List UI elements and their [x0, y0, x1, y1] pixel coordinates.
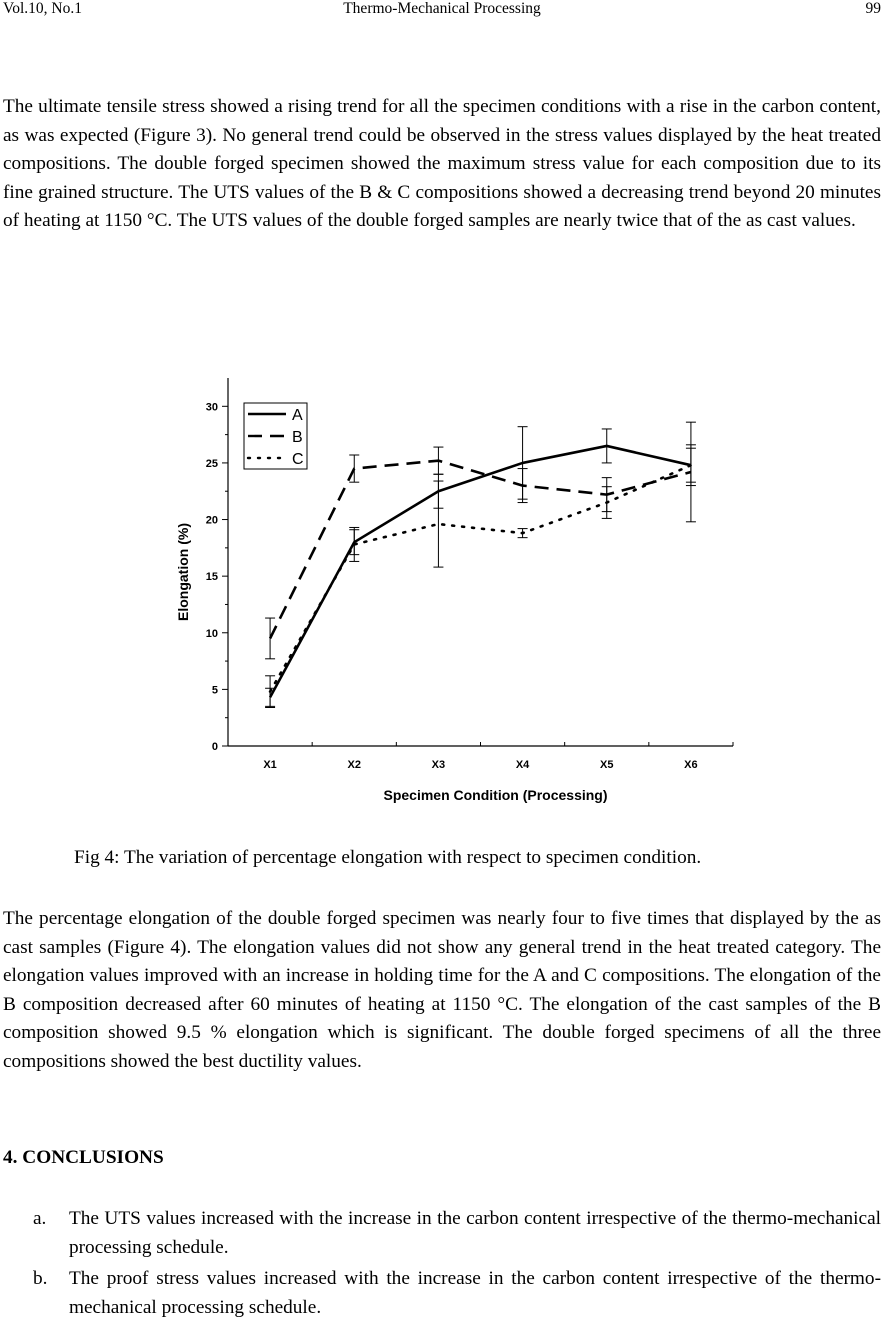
conclusion-text: The UTS values increased with the increase in the carbon content irrespective of the thermo-mechanical processing schedule.	[69, 1208, 881, 1258]
x-tick-label: X4	[515, 759, 530, 771]
y-tick-label: 10	[205, 627, 218, 640]
conclusion-item-b	[33, 1265, 881, 1322]
error-bar-c	[518, 529, 528, 538]
y-tick-label: 25	[205, 457, 218, 470]
y-tick-label: 15	[205, 571, 218, 584]
page-header	[0, 0, 884, 24]
conclusion-text: The proof stress values increased with the increase in the carbon content irrespective of the thermo-mechanical processing schedule.	[69, 1268, 881, 1318]
error-bar-c	[602, 487, 612, 519]
legend-label-c: C	[292, 451, 304, 468]
error-bar-b	[265, 618, 275, 659]
list-marker: a.	[33, 1208, 47, 1229]
series-line-a	[270, 446, 691, 697]
legend-label-b: B	[292, 429, 303, 446]
section-heading-conclusions: 4. CONCLUSIONS	[3, 1147, 164, 1168]
page-number: 99	[865, 0, 881, 17]
legend	[244, 403, 307, 469]
journal-volume: Vol.10, No.1	[3, 0, 82, 17]
running-title: Thermo-Mechanical Processing	[343, 0, 541, 17]
x-tick-label: X2	[347, 759, 361, 771]
x-tick-label: X6	[684, 759, 698, 771]
x-tick-label: X1	[263, 759, 277, 771]
y-axis-label: Elongation (%)	[175, 523, 191, 621]
series-line-b	[270, 461, 691, 639]
elongation-chart	[160, 368, 760, 823]
y-tick-label: 20	[205, 514, 218, 527]
x-tick-label: X3	[431, 759, 446, 771]
paragraph-uts: The ultimate tensile stress showed a rising trend for all the specimen conditions with a rise in the carbon content, as was expected (Figure 3). No general trend could be observed in the stress values displayed by the heat treated compositions. The double forged specimen showed the maximum stress value for each composition due to its fine grained structure. The UTS values of the B & C compositions showed a decreasing trend beyond 20 minutes of heating at 1150 °C. The UTS values of the double forged samples are nearly twice that of the as cast values.	[3, 96, 881, 232]
conclusion-item-a	[33, 1205, 881, 1262]
paragraph-elongation: The percentage elongation of the double forged specimen was nearly four to five times that displayed by the as cast samples (Figure 4). The elongation values did not show any general trend in the heat treated category. The elongation values improved with an increase in holding time for the A and C compositions. The elongation of the B composition decreased after 60 minutes of heating at 1150 °C. The elongation of the cast samples of the B composition showed 9.5 % elongation which is significant. The double forged specimens of all the three compositions showed the best ductility values.	[3, 908, 881, 1072]
figure-caption: Fig 4: The variation of percentage elongation with respect to specimen condition.	[74, 847, 702, 868]
legend-label-a: A	[292, 407, 303, 424]
x-axis-label: Specimen Condition (Processing)	[383, 787, 608, 803]
y-tick-label: 0	[211, 741, 218, 753]
x-tick-label: X5	[600, 759, 614, 771]
y-tick-label: 5	[211, 684, 218, 697]
y-tick-label: 30	[205, 401, 218, 414]
list-marker: b.	[33, 1268, 48, 1289]
